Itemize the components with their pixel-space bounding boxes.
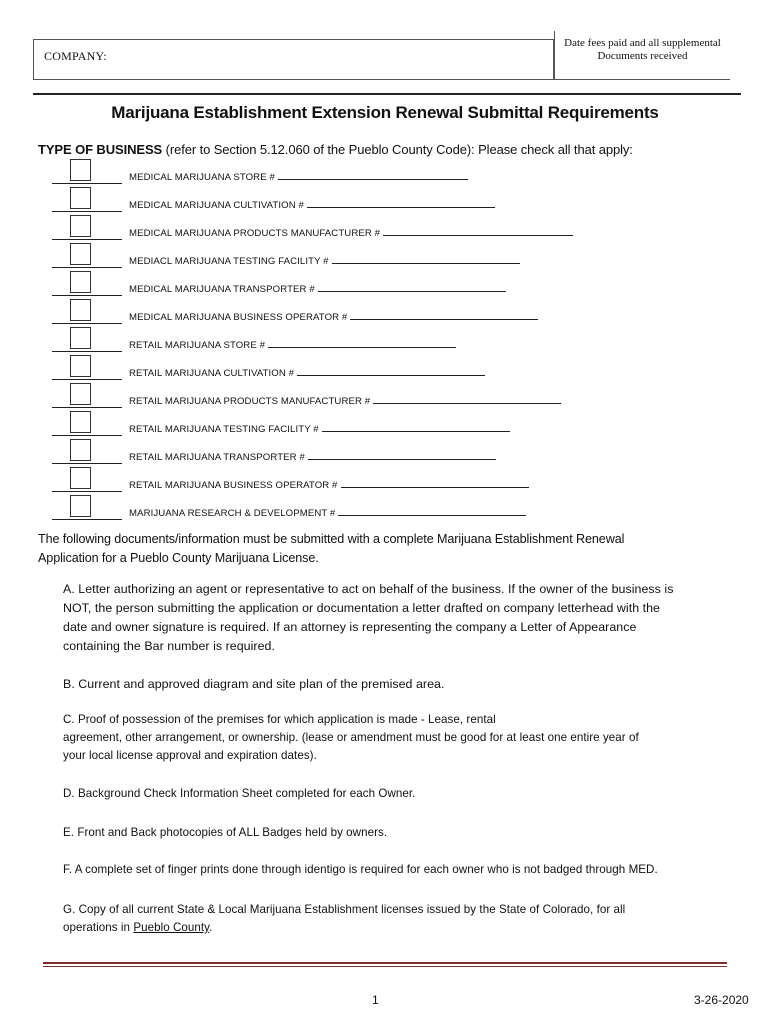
business-type-row	[52, 438, 752, 464]
business-type-label: RETAIL MARIJUANA STORE #	[129, 338, 456, 351]
business-type-checkbox[interactable]	[70, 159, 91, 181]
license-number-blank[interactable]	[373, 394, 561, 404]
business-type-label: RETAIL MARIJUANA TESTING FACILITY #	[129, 422, 510, 435]
type-of-business-text: (refer to Section 5.12.060 of the Pueblo County Code): Please check all that apply:	[162, 142, 633, 157]
business-type-row	[52, 298, 752, 324]
page-title: Marijuana Establishment Extension Renewal Submittal Requirements	[111, 103, 659, 122]
requirement-text: E. Front and Back photocopies of ALL Badges held by owners.	[63, 826, 388, 839]
business-type-label: RETAIL MARIJUANA CULTIVATION #	[129, 366, 485, 379]
business-type-checkbox[interactable]	[70, 327, 91, 349]
business-type-label: RETAIL MARIJUANA TRANSPORTER #	[129, 450, 496, 463]
requirement-e	[63, 824, 749, 842]
requirement-text: agreement, other arrangement, or ownership. (lease or amendment must be good for at least one entire year of	[63, 731, 639, 744]
license-number-blank[interactable]	[322, 422, 510, 432]
company-field[interactable]	[33, 39, 554, 80]
revision-date: 3-26-2020	[694, 993, 749, 1007]
business-type-label: MEDICAL MARIJUANA PRODUCTS MANUFACTURER #	[129, 226, 573, 239]
license-number-blank[interactable]	[332, 254, 520, 264]
business-type-checkbox[interactable]	[70, 271, 91, 293]
business-type-row	[52, 214, 752, 240]
license-number-blank[interactable]	[383, 226, 573, 236]
business-type-checkbox[interactable]	[70, 299, 91, 321]
business-type-checkbox[interactable]	[70, 411, 91, 433]
requirement-text: NOT, the person submitting the application or documentation a letter drafted on company letterhead with the	[63, 601, 661, 615]
license-number-blank[interactable]	[268, 338, 456, 348]
intro-paragraph	[38, 530, 738, 568]
footer-divider	[43, 962, 727, 964]
intro-line: Application for a Pueblo County Marijuana License.	[38, 551, 319, 565]
business-type-checkbox[interactable]	[70, 439, 91, 461]
requirement-text: G. Copy of all current State & Local Marijuana Establishment licenses issued by the State of Colorado, for all	[63, 903, 626, 916]
business-type-checkbox[interactable]	[70, 243, 91, 265]
requirement-text-prefix: operations in	[63, 921, 134, 934]
requirement-text: D. Background Check Information Sheet completed for each Owner.	[63, 787, 416, 800]
business-type-checkbox[interactable]	[70, 383, 91, 405]
license-number-blank[interactable]	[307, 198, 495, 208]
business-type-checkbox[interactable]	[70, 187, 91, 209]
business-type-label: MEDICAL MARIJUANA CULTIVATION #	[129, 198, 495, 211]
requirement-text: A. Letter authorizing an agent or representative to act on behalf of the business. If the owner of the business is	[63, 582, 674, 596]
requirement-text: B. Current and approved diagram and site plan of the premised area.	[63, 677, 445, 691]
business-type-row	[52, 186, 752, 212]
requirement-text: containing the Bar number is required.	[63, 639, 275, 653]
business-type-row	[52, 158, 752, 184]
license-number-blank[interactable]	[350, 310, 538, 320]
business-type-row	[52, 242, 752, 268]
requirement-c	[63, 711, 749, 765]
business-type-checkbox[interactable]	[70, 355, 91, 377]
license-number-blank[interactable]	[308, 450, 496, 460]
page-number: 1	[372, 993, 379, 1007]
business-type-row	[52, 270, 752, 296]
type-of-business-instruction	[38, 142, 633, 157]
intro-line: The following documents/information must be submitted with a complete Marijuana Establishment Renewal	[38, 532, 625, 546]
business-type-label: MEDIACL MARIJUANA TESTING FACILITY #	[129, 254, 520, 267]
requirement-text: C. Proof of possession of the premises for which application is made - Lease, rental	[63, 713, 496, 726]
requirement-f	[63, 861, 749, 879]
business-type-row	[52, 410, 752, 436]
license-number-blank[interactable]	[318, 282, 506, 292]
type-of-business-label: TYPE OF BUSINESS	[38, 142, 163, 157]
footer-divider	[43, 966, 727, 967]
business-type-checkbox[interactable]	[70, 215, 91, 237]
requirement-a	[63, 580, 749, 656]
requirement-g	[63, 901, 749, 937]
date-note-line-1: Date fees paid and all supplemental	[564, 37, 721, 49]
license-number-blank[interactable]	[278, 170, 468, 180]
requirement-text: your local license approval and expiration dates).	[63, 749, 317, 762]
company-label: COMPANY:	[44, 49, 107, 63]
business-type-row	[52, 494, 752, 520]
business-type-label: RETAIL MARIJUANA BUSINESS OPERATOR #	[129, 478, 529, 491]
requirement-text-suffix: .	[209, 921, 213, 934]
requirement-text: F. A complete set of finger prints done through identigo is required for each owner who is not badged through MED.	[63, 863, 658, 876]
business-type-checkbox[interactable]	[70, 495, 91, 517]
license-number-blank[interactable]	[338, 506, 526, 516]
business-type-row	[52, 326, 752, 352]
business-type-label: MEDICAL MARIJUANA BUSINESS OPERATOR #	[129, 310, 538, 323]
business-type-label: MEDICAL MARIJUANA STORE #	[129, 170, 468, 183]
license-number-blank[interactable]	[297, 366, 485, 376]
business-type-row	[52, 382, 752, 408]
business-type-label: MEDICAL MARIJUANA TRANSPORTER #	[129, 282, 506, 295]
date-received-note	[555, 37, 730, 63]
requirement-b	[63, 675, 749, 694]
requirement-d	[63, 785, 749, 803]
requirement-text	[63, 919, 749, 937]
license-number-blank[interactable]	[341, 478, 529, 488]
top-divider	[33, 93, 741, 95]
business-type-row	[52, 354, 752, 380]
requirement-text: date and owner signature is required. If an attorney is representing the company a Letter of Appearance	[63, 620, 637, 634]
business-type-label: RETAIL MARIJUANA PRODUCTS MANUFACTURER #	[129, 394, 561, 407]
date-note-line-2: Documents received	[597, 50, 688, 62]
date-received-field[interactable]	[554, 31, 730, 80]
business-type-label: MARIJUANA RESEARCH & DEVELOPMENT #	[129, 506, 526, 519]
business-type-row	[52, 466, 752, 492]
pueblo-county-underlined: Pueblo County	[133, 921, 210, 934]
business-type-checkbox[interactable]	[70, 467, 91, 489]
